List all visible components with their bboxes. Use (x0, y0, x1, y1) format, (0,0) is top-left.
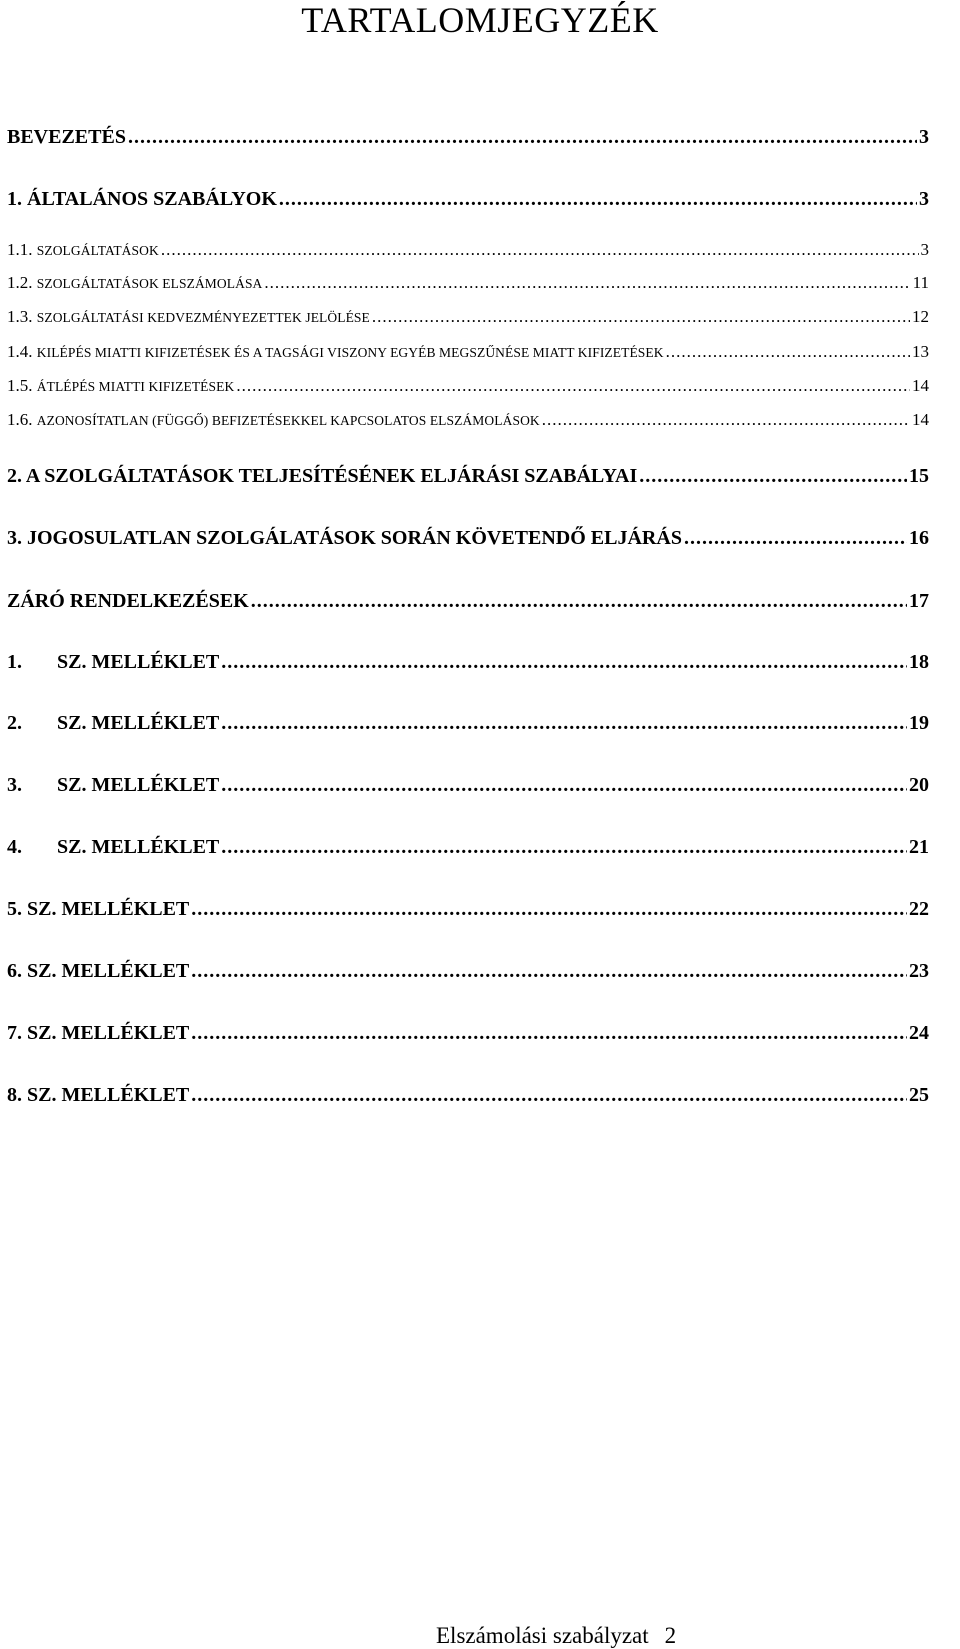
toc-entry-label (7, 187, 277, 211)
toc-entry-melleklet-2[interactable] (7, 711, 929, 735)
toc-entry-text: SZ. MELLÉKLET (57, 651, 220, 673)
toc-entry-number: 3. (7, 527, 27, 549)
toc-entry-label (7, 897, 189, 921)
toc-entry-number: 4. (7, 836, 22, 858)
toc-entry-number: 1.2. (7, 273, 37, 292)
toc-entry-label (7, 1021, 189, 1045)
toc-entry-number: 1.4. (7, 342, 37, 361)
toc-entry-label (7, 271, 262, 296)
toc-entry-text: JOGOSULATLAN SZOLGÁLATÁSOK SORÁN KÖVETENDŐ ELJÁRÁS (27, 527, 682, 549)
page-title: TARTALOMJEGYZÉK (301, 0, 659, 40)
dot-leader (128, 125, 917, 149)
toc-entry-page: 20 (909, 774, 929, 796)
toc-entry-text: SZOLGÁLTATÁSOK ELSZÁMOLÁSA (36, 276, 263, 291)
dot-leader (264, 271, 910, 295)
footer-page-number: 2 (664, 1623, 677, 1648)
toc-entry-text: SZ. MELLÉKLET (27, 1084, 190, 1106)
toc-entry-label (7, 959, 189, 983)
toc-entry-label (7, 464, 637, 488)
toc-entry-melleklet-6[interactable] (7, 959, 929, 983)
toc-entry-number: 1. (7, 651, 22, 673)
toc-entry-page: 12 (912, 307, 929, 326)
dot-leader (191, 897, 907, 921)
dot-leader (684, 526, 907, 550)
toc-entry-label (7, 711, 219, 735)
toc-entry-text: KILÉPÉS MIATTI KIFIZETÉSEK ÉS A TAGSÁGI VISZONY EGYÉB MEGSZŰNÉSE MIATT KIFIZETÉSEK (36, 345, 664, 360)
toc-entry-page: 14 (912, 376, 929, 395)
toc-entry-text: SZ. MELLÉKLET (57, 836, 220, 858)
toc-entry-number: 1.5. (7, 376, 37, 395)
toc-entry-label (7, 305, 370, 330)
toc-entry-label (7, 238, 159, 263)
toc-entry-label: BEVEZETÉS (7, 126, 126, 148)
toc-entry-bevezetes[interactable] (7, 125, 929, 149)
toc-entry-text: SZ. MELLÉKLET (27, 960, 190, 982)
toc-entry-text: SZ. MELLÉKLET (27, 898, 190, 920)
toc-entry-page: 17 (909, 590, 929, 612)
footer-text: Elszámolási szabályzat (436, 1623, 649, 1648)
toc-entry-melleklet-7[interactable] (7, 1021, 929, 1045)
dot-leader (191, 1021, 907, 1045)
dot-leader (542, 408, 910, 432)
toc-entry-number: 2. (7, 712, 22, 734)
toc-entry-label: ZÁRÓ RENDELKEZÉSEK (7, 590, 249, 612)
toc-entry-page: 15 (909, 465, 929, 487)
toc-entry-number: 1. (7, 188, 27, 210)
toc-entry-text: AZONOSÍTATLAN (FÜGGŐ) BEFIZETÉSEKKEL KAPCSOLATOS ELSZÁMOLÁSOK (36, 413, 540, 428)
toc-entry-label (7, 408, 540, 433)
toc-entry-page: 3 (919, 126, 929, 148)
toc-entry-melleklet-5[interactable] (7, 897, 929, 921)
dot-leader (251, 589, 907, 613)
toc-entry-text: SZOLGÁLTATÁSOK (36, 243, 159, 258)
dot-leader (161, 238, 919, 262)
toc-entry-page: 14 (912, 410, 929, 429)
page-footer (436, 1623, 676, 1649)
toc-entry-page: 25 (909, 1084, 929, 1106)
dot-leader (236, 374, 910, 398)
toc-entry-label (7, 340, 664, 365)
toc-entry-page: 23 (909, 960, 929, 982)
toc-entry-melleklet-3[interactable] (7, 773, 929, 797)
dot-leader (191, 959, 907, 983)
toc-entry-page: 21 (909, 836, 929, 858)
toc-entry-jogosulatlan-szolgaltatasok[interactable] (7, 526, 929, 550)
toc-entry-text: SZ. MELLÉKLET (27, 1022, 190, 1044)
toc-entry-kedvezmenyezettek-jelolese[interactable] (7, 305, 929, 329)
dot-leader (221, 835, 907, 859)
dot-leader (221, 650, 907, 674)
toc-entry-atlepes-miatti-kifizetesek[interactable] (7, 374, 929, 398)
toc-entry-number: 8. (7, 1084, 27, 1106)
toc-entry-number: 1.6. (7, 410, 37, 429)
toc-entry-text: SZ. MELLÉKLET (57, 774, 220, 796)
dot-leader (191, 1083, 907, 1107)
toc-entry-melleklet-1[interactable] (7, 650, 929, 674)
toc-entry-label (7, 1083, 189, 1107)
dot-leader (639, 464, 907, 488)
toc-entry-text: ÁTLÉPÉS MIATTI KIFIZETÉSEK (36, 379, 235, 394)
toc-entry-page: 18 (909, 651, 929, 673)
toc-entry-number: 1.3. (7, 307, 37, 326)
toc-entry-kilepes-miatti-kifizetesek[interactable] (7, 340, 929, 364)
toc-entry-page: 24 (909, 1022, 929, 1044)
dot-leader (279, 187, 917, 211)
toc-entry-text: SZ. MELLÉKLET (57, 712, 220, 734)
toc-entry-number: 1.1. (7, 240, 37, 259)
toc-entry-page: 22 (909, 898, 929, 920)
toc-entry-szolgaltatasok-elszamolasa[interactable] (7, 271, 929, 295)
toc-entry-label (7, 650, 219, 674)
toc-entry-melleklet-4[interactable] (7, 835, 929, 859)
toc-entry-zaro-rendelkezesek[interactable] (7, 589, 929, 613)
toc-entry-page: 3 (920, 240, 929, 259)
toc-entry-text: ÁLTALÁNOS SZABÁLYOK (27, 188, 277, 210)
dot-leader (221, 711, 907, 735)
toc-entry-label (7, 526, 682, 550)
toc-entry-label (7, 773, 219, 797)
toc-entry-page: 16 (909, 527, 929, 549)
toc-entry-azonositatlan-befizetesek[interactable] (7, 408, 929, 432)
toc-entry-page: 3 (919, 188, 929, 210)
toc-entry-page: 19 (909, 712, 929, 734)
toc-entry-label (7, 374, 234, 399)
dot-leader (372, 305, 910, 329)
toc-entry-number: 6. (7, 960, 27, 982)
toc-entry-altalanos-szabalyok[interactable] (7, 187, 929, 211)
toc-entry-text: SZOLGÁLTATÁSI KEDVEZMÉNYEZETTEK JELÖLÉSE (36, 310, 370, 325)
toc-entry-page: 13 (912, 342, 929, 361)
toc-entry-eljarasi-szabalyai[interactable] (7, 464, 929, 488)
toc-entry-number: 2. (7, 465, 26, 487)
toc-entry-number: 7. (7, 1022, 27, 1044)
toc-entry-text: A SZOLGÁLTATÁSOK TELJESÍTÉSÉNEK ELJÁRÁSI SZABÁLYAI (25, 465, 638, 487)
toc-entry-szolgaltatasok[interactable] (7, 238, 929, 262)
toc-entry-melleklet-8[interactable] (7, 1083, 929, 1107)
toc-entry-label (7, 835, 219, 859)
dot-leader (221, 773, 907, 797)
toc-entry-page: 11 (912, 273, 929, 292)
toc-entry-number: 3. (7, 774, 22, 796)
toc-entry-number: 5. (7, 898, 27, 920)
dot-leader (666, 340, 910, 364)
